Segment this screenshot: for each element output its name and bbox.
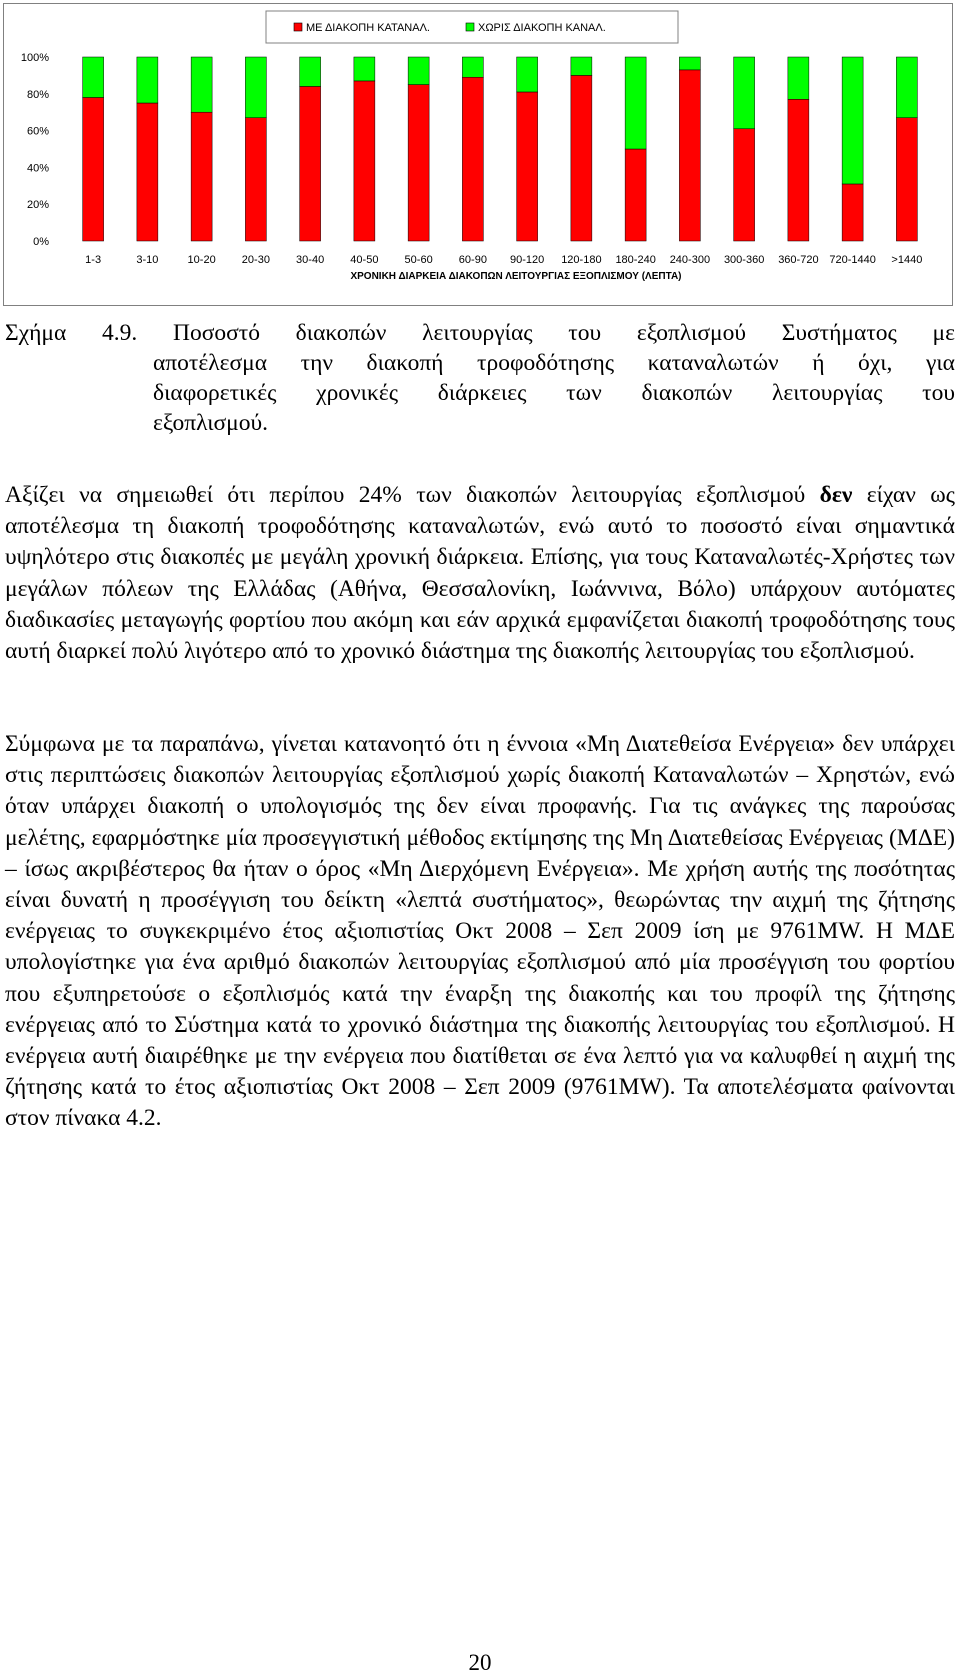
bar-segment [679, 57, 700, 70]
bar-segment [354, 57, 375, 81]
caption-line-4: εξοπλισμού. [153, 410, 269, 436]
x-tick-label: 50-60 [404, 254, 433, 266]
y-tick-label: 80% [26, 88, 49, 101]
bar-segment [245, 118, 266, 241]
bar-segment [679, 70, 700, 241]
bar-segment [408, 85, 429, 241]
x-tick-label: 300-360 [723, 254, 765, 266]
bar-segment [517, 57, 538, 92]
bar-segment [625, 57, 646, 149]
bar-segment [625, 149, 646, 241]
legend-swatch [294, 23, 302, 31]
y-tick-label: 100% [20, 52, 49, 64]
bars [83, 57, 918, 241]
paragraph-1-start: Αξίζει να σημειωθεί ότι περίπου 24% των διακοπών λειτουργίας εξοπλισμού [5, 482, 820, 508]
x-tick-label: 20-30 [241, 254, 270, 266]
bar-segment [354, 81, 375, 241]
bar-segment [191, 57, 212, 112]
caption-line-3: διαφορετικές χρονικές διάρκειες των διακοπών λειτουργίας του [153, 380, 955, 406]
y-axis [21, 52, 49, 248]
bar-segment [462, 77, 483, 241]
caption-line-1: Σχήμα 4.9. Ποσοστό διακοπών λειτουργίας του εξοπλισμού Συστήματος με [5, 320, 955, 346]
bar-segment [788, 99, 809, 241]
bar-segment [734, 129, 755, 241]
x-tick-label: 3-10 [136, 254, 159, 266]
bar-segment [896, 57, 917, 118]
x-tick-label: 30-40 [296, 254, 325, 266]
bar-segment [571, 75, 592, 241]
bar-segment [245, 57, 266, 118]
y-tick-label: 60% [26, 125, 49, 138]
y-tick-label: 40% [26, 162, 49, 175]
x-tick-label: 40-50 [350, 254, 379, 266]
bar-segment [571, 57, 592, 75]
bar-segment [462, 57, 483, 77]
bar-segment [896, 118, 917, 241]
bar-segment [300, 86, 321, 241]
chart-legend [266, 11, 678, 43]
x-axis-title: ΧΡΟΝΙΚΗ ΔΙΑΡΚΕΙΑ ΔΙΑΚΟΠΩΝ ΛΕΙΤΟΥΡΓΙΑΣ ΕΞΟΠΛΙΣΜΟΥ (ΛΕΠΤΑ) [350, 271, 682, 282]
legend-swatch [466, 23, 474, 31]
bar-segment [842, 57, 863, 184]
x-tick-label: 120-180 [561, 254, 602, 266]
x-tick-label: 360-720 [778, 254, 819, 266]
bar-segment [788, 57, 809, 99]
x-tick-label: >1440 [891, 254, 923, 266]
paragraph-1-bold-word: δεν [819, 482, 853, 508]
bar-segment [191, 112, 212, 241]
bar-segment [137, 57, 158, 103]
bar-segment [408, 57, 429, 85]
x-tick-label: 240-300 [669, 254, 711, 266]
x-tick-label: 1-3 [85, 254, 102, 266]
y-tick-label: 0% [33, 236, 49, 248]
paragraph-2-text: Σύμφωνα με τα παραπάνω, γίνεται κατανοητό ότι η έννοια «Μη Διατεθείσα Ενέργεια» δεν υπάρχει στις περιπτώσεις διακοπών λειτουργίας εξοπλισμού χωρίς διακοπή Καταναλωτών – Χρηστών, ενώ όταν υπάρχει διακοπή ο υπολογισμός της δεν είναι προφανής. Για τις ανάγκες της παρούσας μελέτης, εφαρμόστηκε μία προσεγγιστική μέθοδος εκτίμησης της Μη Διατεθείσας Ενέργειας (ΜΔΕ) – ίσως ακριβέστερος θα ήταν ο όρος «Μη Διερχόμενη Ενέργεια». Με χρήση αυτής της ποσότητας είναι δυνατή η προσέγγιση του δείκτη «λεπτά συστήματος», θεωρώντας την αιχμή της ζήτησης ενέργειας το συγκεκριμένο έτος αξιοπιστίας Οκτ 2008 – Σεπ 2009 ίση με 9761MW. Η ΜΔΕ υπολογίστηκε για ένα αριθμό διακοπών λειτουργίας εξοπλισμού από μία προσέγγιση του φορτίου που εξυπηρετούσε ο εξοπλισμός κατά την έναρξη της διακοπής και του προφίλ της ζήτησης ενέργειας από το Σύστημα κατά το χρονικό διάστημα της διακοπής λειτουργίας του εξοπλισμού. Η ενέργεια αυτή διαιρέθηκε με την ενέργεια που διατίθεται σε ένα λεπτό για να καλυφθεί η αιχμή της ζήτησης κατά το έτος αξιοπιστίας Οκτ 2008 – Σεπ 2009 (9761MW). Τα αποτελέσματα φαίνονται στον πίνακα 4.2. [5, 731, 955, 1132]
paragraph-2 [5, 729, 955, 1135]
chart-canvas [4, 4, 952, 305]
x-tick-label: 90-120 [509, 254, 545, 266]
x-tick-label: 60-90 [458, 254, 487, 266]
legend-label: ΧΩΡΙΣ ΔΙΑΚΟΠΗ ΚΑΝΑΛ. [478, 22, 606, 34]
bar-segment [517, 92, 538, 241]
caption-line-2: αποτέλεσμα την διακοπή τροφοδότησης καταναλωτών ή όχι, για [153, 350, 955, 376]
page-number: 20 [468, 1650, 492, 1675]
bar-segment [300, 57, 321, 86]
x-axis [85, 254, 922, 282]
paragraph-1-text [5, 480, 955, 667]
bar-segment [842, 184, 863, 241]
legend-label: ΜΕ ΔΙΑΚΟΠΗ ΚΑΤΑΝΑΛ. [306, 22, 430, 34]
bar-segment [137, 103, 158, 241]
stacked-bar-chart [3, 3, 953, 306]
x-tick-label: 180-240 [615, 254, 656, 266]
y-tick-label: 20% [26, 199, 49, 212]
bar-segment [734, 57, 755, 129]
paragraph-1-rest: είχαν ως αποτέλεσμα τη διακοπή τροφοδότησης καταναλωτών, ενώ αυτό το ποσοστό είναι σημαντικά υψηλότερο στις διακοπές με μεγάλη χρονική διάρκεια. Επίσης, για τους Καταναλωτές-Χρήστες των μεγάλων πόλεων της Ελλάδας (Αθήνα, Θεσσαλονίκη, Ιωάννινα, Βόλο) υπάρχουν αυτόματες διαδικασίες μεταγωγής φορτίου που ακόμη και εάν αρχικά εμφανίζεται διακοπή τροφοδότησης τους αυτή διαρκεί πολύ λιγότερο από το χρονικό διάστημα της διακοπής λειτουργίας του εξοπλισμού. [5, 482, 955, 665]
paragraph-1 [5, 480, 955, 667]
x-tick-label: 10-20 [187, 254, 216, 266]
x-tick-label: 720-1440 [829, 254, 876, 266]
bar-segment [83, 97, 104, 241]
bar-segment [83, 57, 104, 97]
